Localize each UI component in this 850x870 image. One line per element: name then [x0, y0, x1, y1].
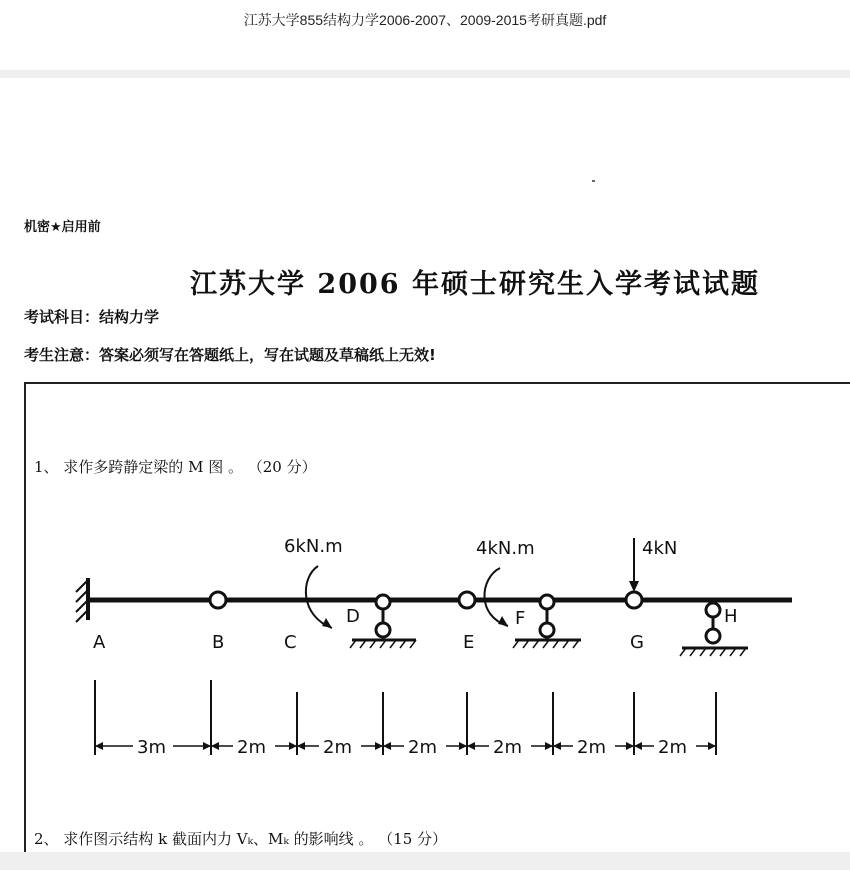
- question-2: 2、 求作图示结构 k 截面内力 Vₖ、Mₖ 的影响线 。 （15 分）: [34, 830, 448, 848]
- bottom-separator: [0, 852, 850, 870]
- hinge-g: [626, 592, 642, 608]
- force-label-g: 4kN: [642, 538, 678, 559]
- moment-arrow-c: [306, 566, 332, 628]
- point-label-c: C: [284, 632, 297, 653]
- force-arrow-g: [629, 538, 639, 592]
- span-label-bc: 2m: [237, 737, 266, 758]
- exam-title: 江苏大学 2006 年硕士研究生入学考试试题: [190, 269, 760, 300]
- moment-label-c: 6kN.m: [284, 536, 343, 557]
- header-separator: [0, 70, 850, 78]
- span-label-ab: 3m: [137, 737, 166, 758]
- span-label-ef: 2m: [493, 737, 522, 758]
- point-label-d: D: [346, 606, 360, 627]
- hinge-b: [210, 592, 226, 608]
- roller-support-h: [680, 603, 748, 656]
- moment-arrow-e: [484, 568, 508, 626]
- span-label-fg: 2m: [577, 737, 606, 758]
- scan-speck: [592, 180, 595, 182]
- hinge-e: [459, 592, 475, 608]
- point-label-f: F: [515, 608, 526, 629]
- roller-support-d: [350, 595, 416, 648]
- exam-notice: 考生注意：答案必须写在答题纸上，写在试题及草稿纸上无效!: [24, 346, 436, 364]
- point-label-g: G: [630, 632, 644, 653]
- span-label-cd: 2m: [323, 737, 352, 758]
- dimension-ticks: [95, 680, 716, 755]
- fixed-support-a: [76, 578, 88, 622]
- viewer-header: [0, 0, 850, 70]
- question-1: 1、 求作多跨静定梁的 M 图 。 （20 分）: [34, 458, 317, 476]
- span-label-gh: 2m: [658, 737, 687, 758]
- moment-label-e: 4kN.m: [476, 538, 535, 559]
- point-label-h: H: [724, 606, 738, 627]
- beam-figure: [0, 520, 850, 770]
- secret-label: 机密★启用前: [24, 220, 101, 235]
- point-label-a: A: [93, 632, 106, 653]
- span-label-de: 2m: [408, 737, 437, 758]
- document-title: 江苏大学855结构力学2006-2007、2009-2015考研真题.pdf: [243, 12, 607, 28]
- point-label-e: E: [463, 632, 475, 653]
- exam-subject: 考试科目：结构力学: [24, 308, 160, 326]
- point-label-b: B: [212, 632, 225, 653]
